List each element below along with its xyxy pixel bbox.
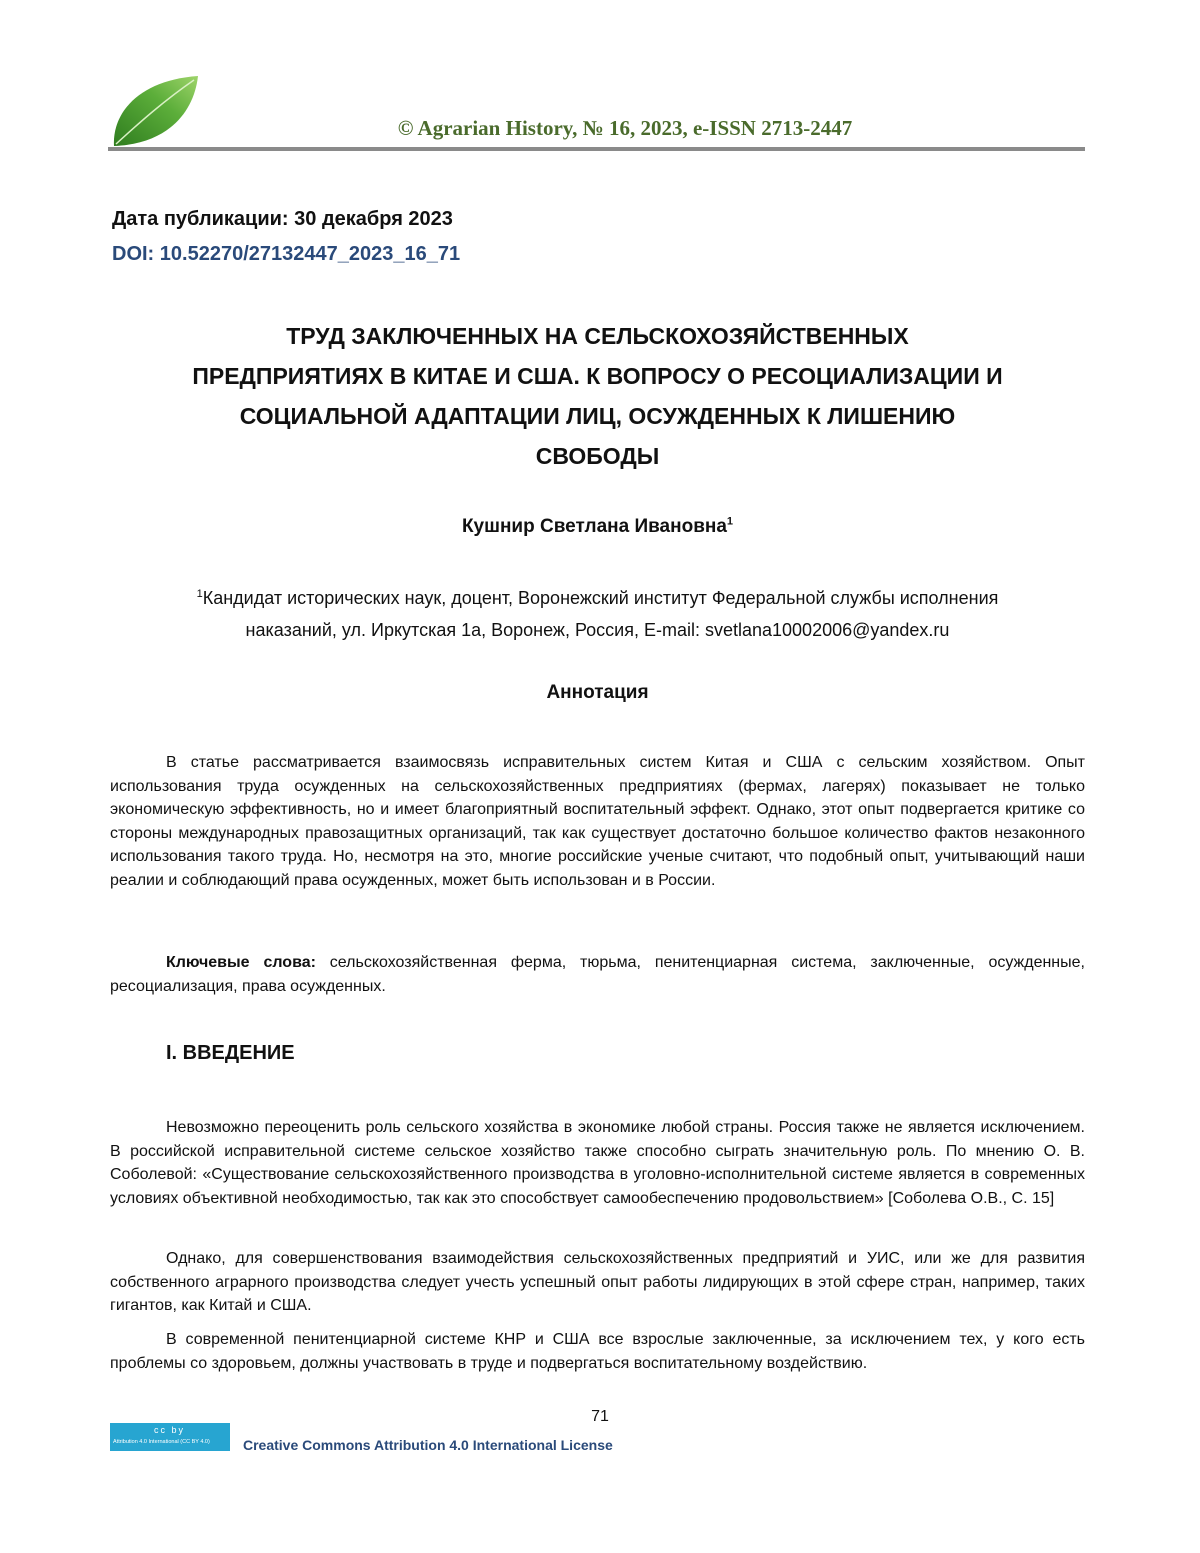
abstract-heading: Аннотация	[546, 682, 649, 703]
section-heading: I. ВВЕДЕНИЕ	[166, 1042, 295, 1064]
abstract-text: В статье рассматривается взаимосвязь исправительных систем Китая и США с сельским хозяйством. Опыт использования труда осужденных на сельскохозяйственных предприятиях (фермах, лагерях) показывает не только экономическую эффективность, но и имеет благоприятный воспитательный эффект. Однако, этот опыт подвергается критике со стороны международных правозащитных организаций, так как существует достаточно большое количество фактов незаконного использования такого труда. Но, несмотря на это, многие российские ученые считают, что подобный опыт, учитывающий наши реалии и соблюдающий права осужденных, может быть использован и в России.	[110, 754, 1085, 889]
title-line: ТРУД ЗАКЛЮЧЕННЫХ НА СЕЛЬСКОХОЗЯЙСТВЕННЫХ	[286, 323, 909, 349]
cc-by-icon: cc by	[154, 1425, 186, 1435]
author-name	[100, 516, 1095, 538]
header-divider	[108, 147, 1085, 151]
article-title	[100, 316, 1095, 476]
keywords-label: Ключевые слова:	[166, 954, 316, 971]
cc-license-badge[interactable]	[110, 1423, 230, 1451]
affiliation-line: Кандидат исторических наук, доцент, Воронежский институт Федеральной службы исполнения	[202, 588, 999, 608]
cc-badge-text: Attribution 4.0 International (CC BY 4.0)	[113, 1439, 210, 1445]
keywords-text: сельскохозяйственная ферма, тюрьма, пенитенциарная система, заключенные, осужденные, ресоциализация, права осужденных.	[110, 954, 1085, 995]
title-line: СОЦИАЛЬНОЙ АДАПТАЦИИ ЛИЦ, ОСУЖДЕННЫХ К ЛИШЕНИЮ	[239, 403, 956, 429]
license-link[interactable]: Creative Commons Attribution 4.0 International License	[243, 1437, 613, 1453]
title-line: СВОБОДЫ	[535, 443, 660, 469]
title-line: ПРЕДПРИЯТИЯХ В КИТАЕ И США. К ВОПРОСУ О РЕСОЦИАЛИЗАЦИИ И	[192, 363, 1003, 389]
author-superscript: 1	[726, 515, 734, 528]
affiliation-superscript: 1	[196, 588, 203, 600]
leaf-icon	[110, 72, 202, 150]
doi-link[interactable]: DOI: 10.52270/27132447_2023_16_71	[112, 243, 461, 265]
body-paragraph: Однако, для совершенствования взаимодействия сельскохозяйственных предприятий и УИС, или же для развития собственного аграрного производства следует учесть успешный опыт работы лидирующих в этой сфере стран, например, таких гигантов, как Китай и США.	[110, 1250, 1085, 1314]
page-number: 71	[591, 1408, 609, 1425]
body-paragraph: В современной пенитенциарной системе КНР и США все взрослые заключенные, за исключением тех, у кого есть проблемы со здоровьем, должны участвовать в труде и подвергаться воспитательному воздействию.	[110, 1331, 1085, 1372]
keywords	[110, 951, 1085, 998]
body-paragraph: Невозможно переоценить роль сельского хозяйства в экономике любой страны. Россия также не является исключением. В российской исправительной системе сельское хозяйство также способно сыграть значительную роль. По мнению О. В. Соболевой: «Существование сельскохозяйственного производства в уголовно-исполнительной системе является в современных условиях объективной необходимостью, так как это способствует самообеспечению продовольствием» [Соболева О.В., С. 15]	[110, 1119, 1085, 1207]
affiliation	[100, 582, 1095, 646]
journal-header: © Agrarian History, № 16, 2023, e-ISSN 2713-2447	[397, 116, 853, 140]
publication-date: Дата публикации: 30 декабря 2023	[112, 208, 453, 230]
affiliation-line: наказаний, ул. Иркутская 1а, Воронеж, Россия, E-mail: svetlana10002006@yandex.ru	[245, 620, 950, 640]
author-text: Кушнир Светлана Ивановна	[461, 516, 727, 537]
